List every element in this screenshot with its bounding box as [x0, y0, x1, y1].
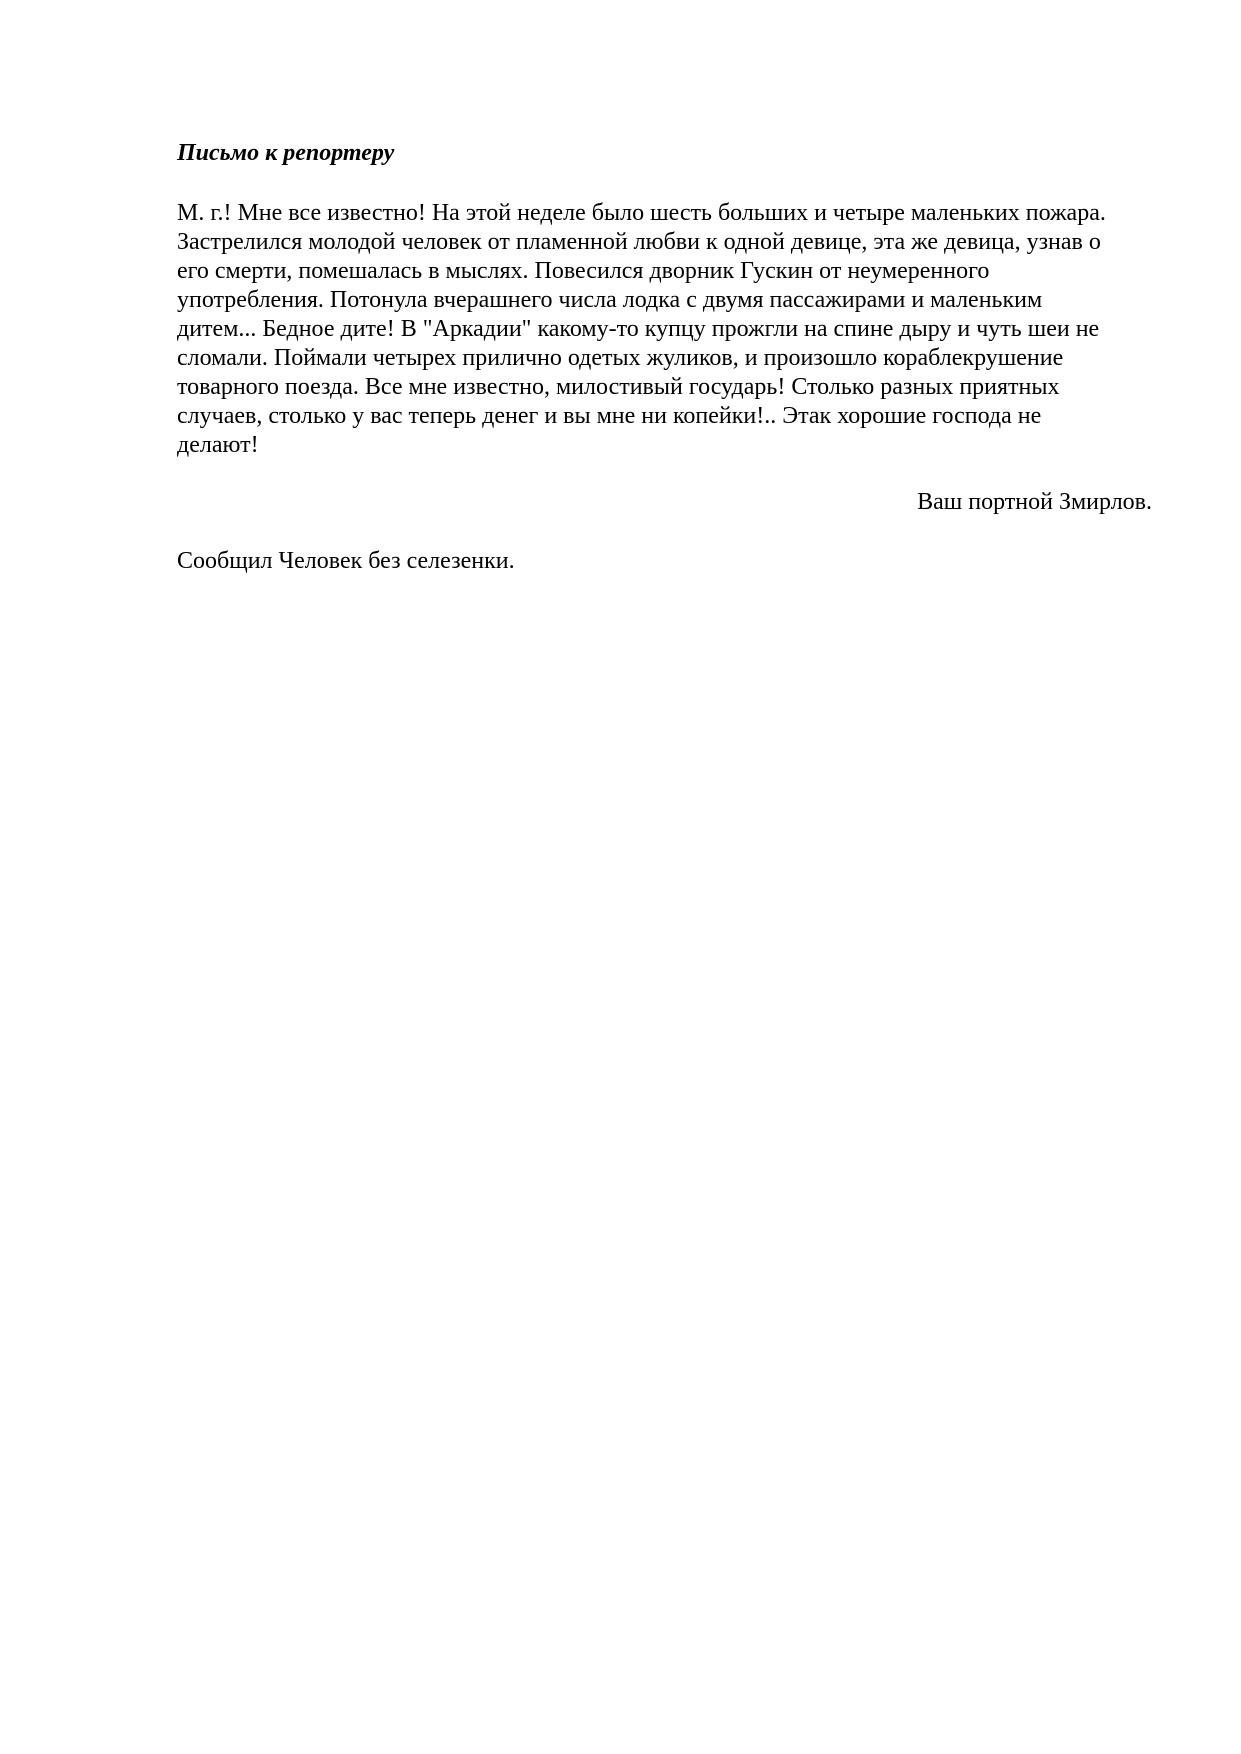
letter-line: делают!: [177, 432, 259, 458]
letter-line: дитем... Бедное дите! В "Аркадии" какому-то купцу прожгли на спине дыру и чуть шеи не: [177, 316, 1100, 342]
reporter-note: Сообщил Человек без селезенки.: [177, 548, 515, 574]
letter-body: [177, 199, 1157, 460]
letter-line: употребления. Потонула вчерашнего числа лодка с двумя пассажирами и маленьким: [177, 287, 1043, 313]
letter-line: М. г.! Мне все известно! На этой неделе было шесть больших и четыре маленьких пожара.: [177, 200, 1106, 226]
letter-line: сломали. Поймали четырех прилично одетых жуликов, и произошло кораблекрушение: [177, 345, 1064, 371]
letter-line: случаев, столько у вас теперь денег и вы мне ни копейки!.. Этак хорошие господа не: [177, 403, 1042, 429]
document-title: Письмо к репортеру: [177, 140, 395, 166]
letter-line: Застрелился молодой человек от пламенной любви к одной девице, эта же девица, узнав о: [177, 229, 1101, 255]
letter-signature: Ваш портной Змирлов.: [917, 489, 1152, 515]
letter-line: его смерти, помешалась в мыслях. Повесился дворник Гускин от неумеренного: [177, 258, 990, 284]
letter-line: товарного поезда. Все мне известно, милостивый государь! Столько разных приятных: [177, 374, 1060, 400]
